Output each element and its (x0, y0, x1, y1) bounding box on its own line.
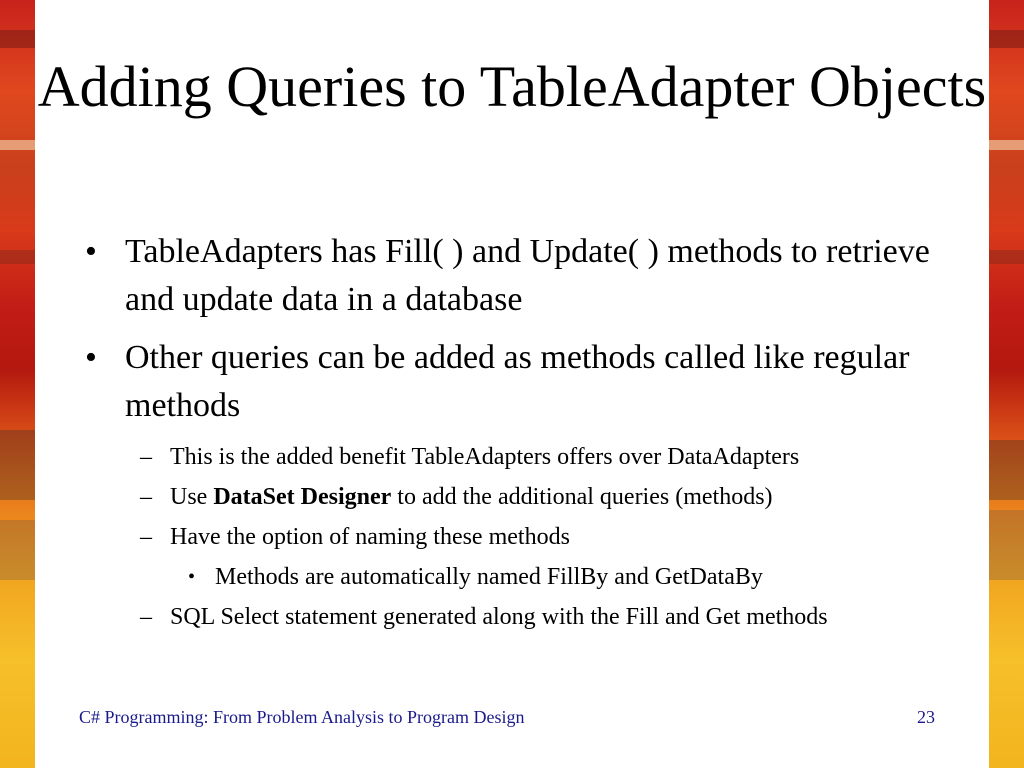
footer-course-title: C# Programming: From Problem Analysis to Program Design (79, 707, 525, 727)
sub-bullet-item (85, 600, 965, 634)
sub-bullet-item (85, 480, 965, 514)
dash-marker: – (140, 484, 152, 510)
bullet-item (85, 334, 965, 430)
sub-bullet-item (85, 520, 965, 554)
sub-bullet-text: This is the added benefit TableAdapters offers over DataAdapters (170, 444, 800, 470)
sub-sub-bullet-item (85, 560, 965, 594)
sub-bullet-suffix: to add the additional queries (methods) (391, 484, 773, 510)
right-strip-band (989, 510, 1024, 580)
bullet-text: Other queries can be added as methods called like regular methods (125, 339, 910, 424)
sub-bullet-text: SQL Select statement generated along with the Fill and Get methods (170, 604, 828, 630)
dataset-designer-term: DataSet Designer (213, 484, 392, 510)
bullet-marker: • (85, 233, 97, 270)
right-strip-band (989, 440, 1024, 500)
footer-page-number: 23 (917, 707, 935, 727)
bullet-item (85, 228, 965, 324)
dash-marker: – (140, 524, 152, 550)
slide (35, 0, 989, 768)
right-strip-band (989, 250, 1024, 264)
right-strip-band (989, 30, 1024, 48)
left-decorative-strip (0, 0, 35, 768)
bullet-marker: • (85, 339, 97, 376)
left-strip-band (0, 430, 35, 500)
slide-content (85, 228, 965, 634)
slide-title: Adding Queries to TableAdapter Objects (37, 54, 987, 119)
left-strip-band (0, 30, 35, 48)
left-strip-band (0, 140, 35, 150)
sub-bullet-text: Have the option of naming these methods (170, 524, 570, 550)
sub-bullet-prefix: Use (170, 484, 214, 510)
bullet-marker: • (188, 566, 196, 588)
sub-bullet-item (85, 440, 965, 474)
left-strip-band (0, 520, 35, 580)
sub-sub-bullet-text: Methods are automatically named FillBy and GetDataBy (215, 564, 763, 590)
right-decorative-strip (989, 0, 1024, 768)
left-strip-band (0, 250, 35, 264)
right-strip-band (989, 140, 1024, 150)
dash-marker: – (140, 604, 152, 630)
dash-marker: – (140, 444, 152, 470)
bullet-text: TableAdapters has Fill( ) and Update( ) methods to retrieve and update data in a database (125, 233, 930, 318)
